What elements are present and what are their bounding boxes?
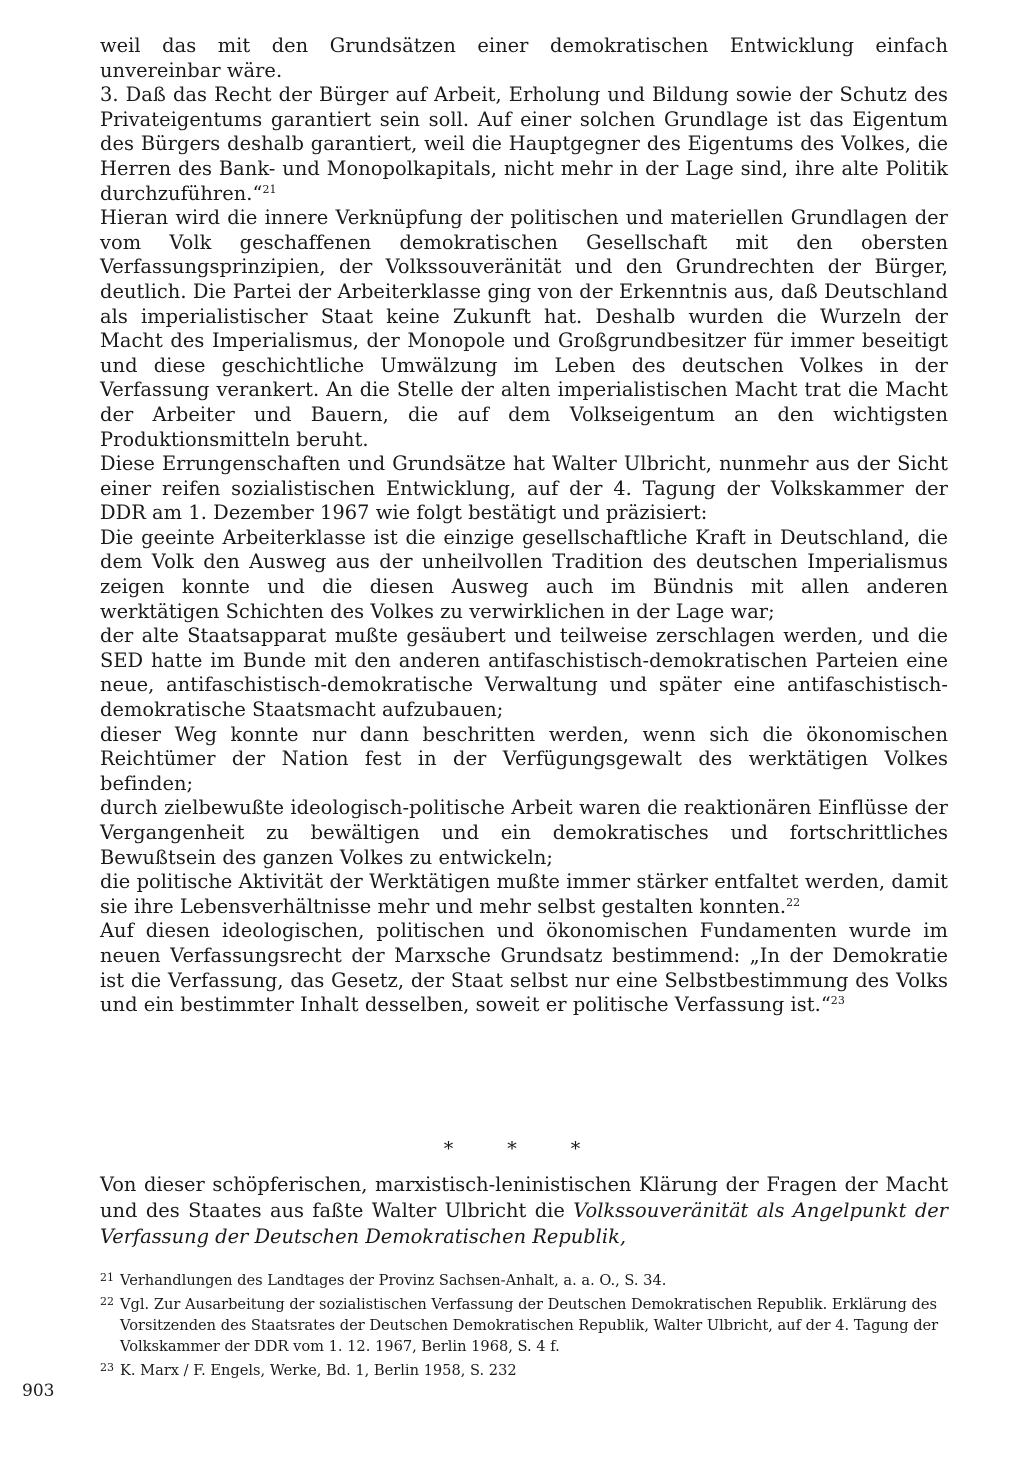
paragraph-point-3 [100, 83, 948, 206]
paragraph-marx-principle [100, 919, 948, 1017]
footnote-text: K. Marx / F. Engels, Werke, Bd. 1, Berlin 1958, S. 232 [120, 1362, 517, 1379]
paragraph-political-activity [100, 870, 948, 919]
paragraph-analysis [100, 206, 948, 452]
footnote-ref-23: 23 [830, 994, 845, 1008]
footnote-number: 22 [100, 1295, 114, 1308]
closing-text: Von dieser schöpferischen, marxistisch-leninistischen Klärung der Fragen der Macht und des Staates aus faßte Walter Ulbricht die [100, 1173, 948, 1222]
footnote-number: 21 [100, 1271, 114, 1284]
paragraph-working-class [100, 526, 948, 624]
footnote-number: 23 [100, 1361, 114, 1374]
footnote-21 [100, 1270, 948, 1291]
footnote-ref-22: 22 [786, 895, 801, 909]
body-text [100, 34, 948, 1018]
paragraph-text: durch zielbewußte ideologisch-politische Arbeit waren die reaktionären Einflüsse der Vergangenheit zu bewältigen und ein demokratisches und fortschrittliches Bewußtsein des ganzen Volkes zu entwickeln; [100, 796, 948, 869]
paragraph-continuation [100, 34, 948, 83]
closing-emphasis: Volkssouveränität als Angelpunkt der Verfassung der Deutschen Demokratischen Republik, [100, 1199, 948, 1248]
closing-paragraph [100, 1172, 948, 1250]
paragraph-text: die politische Aktivität der Werktätigen mußte immer stärker entfaltet werden, damit sie ihre Lebensverhältnisse mehr und mehr selbst gestalten konnten. [100, 870, 948, 918]
paragraph-text: Hieran wird die innere Verknüpfung der politischen und materiellen Grundlagen der vom Volk geschaffenen demokratischen Gesellschaft mit den obersten Verfassungsprinzipien, der Volkssouveränität und den Grundrechten der Bürger, deutlich. Die Partei der Arbeiterklasse ging von der Erkenntnis aus, daß Deutschland als imperialistischer Staat keine Zukunft hat. Deshalb wurden die Wurzeln der Macht des Imperialismus, der Monopole und Großgrundbesitzer für immer beseitigt und diese geschichtliche Umwälzung im Leben des deutschen Volkes in der Verfassung verankert. An die Stelle der alten imperialistischen Macht trat die Macht der Arbeiter und Bauern, die auf dem Volkseigentum an den wichtigsten Produktionsmitteln beruht. [100, 206, 948, 451]
footnote-ref-21: 21 [262, 182, 277, 196]
footnote-text: Vgl. Zur Ausarbeitung der sozialistischen Verfassung der Deutschen Demokratischen Republik. Erklärung des Vorsitzenden des Staatsrates der Deutschen Demokratischen Republik, Walter Ulbricht, auf der 4. Tagung der Volkskammer der DDR vom 1. 12. 1967, Berlin 1968, S. 4 f. [120, 1296, 939, 1355]
paragraph-ulbricht-intro [100, 452, 948, 526]
paragraph-text: der alte Staatsapparat mußte gesäubert und teilweise zerschlagen werden, und die SED hatte im Bunde mit den anderen antifaschistisch-demokratischen Parteien eine neue, antifaschistisch-demokratische Verwaltung und später eine antifaschistisch-demokratische Staatsmacht aufzubauen; [100, 624, 948, 722]
section-separator: * * * [443, 1138, 605, 1160]
footnotes [100, 1270, 948, 1384]
footnote-23 [100, 1360, 948, 1381]
paragraph-text: dieser Weg konnte nur dann beschritten werden, wenn sich die ökonomischen Reichtümer der Nation fest in der Verfügungsgewalt des werktätigen Volkes befinden; [100, 722, 948, 795]
footnote-22 [100, 1294, 948, 1357]
footnote-text: Verhandlungen des Landtages der Provinz Sachsen-Anhalt, a. a. O., S. 34. [120, 1272, 667, 1289]
paragraph-state-apparatus [100, 624, 948, 722]
page-number: 903 [22, 1381, 55, 1401]
paragraph-economic-wealth [100, 723, 948, 797]
paragraph-ideological-work [100, 796, 948, 870]
paragraph-text: 3. Daß das Recht der Bürger auf Arbeit, Erholung und Bildung sowie der Schutz des Privateigentums garantiert sein soll. Auf einer solchen Grundlage ist das Eigentum des Bürgers deshalb garantiert, weil die Hauptgegner des Eigentums des Volkes, die Herren des Bank- und Monopolkapitals, nicht mehr in der Lage sind, ihre alte Politik durchzuführen.“ [100, 83, 948, 205]
paragraph-text: Diese Errungenschaften und Grundsätze hat Walter Ulbricht, nunmehr aus der Sicht einer reifen sozialistischen Entwicklung, auf der 4. Tagung der Volkskammer der DDR am 1. Dezember 1967 wie folgt bestätigt und präzisiert: [100, 452, 948, 525]
paragraph-text: Die geeinte Arbeiterklasse ist die einzige gesellschaftliche Kraft in Deutschland, die dem Volk den Ausweg aus der unheilvollen Tradition des deutschen Imperialismus zeigen konnte und die diesen Ausweg auch im Bündnis mit allen anderen werktätigen Schichten des Volkes zu verwirklichen in der Lage war; [100, 525, 948, 623]
paragraph-text: weil das mit den Grundsätzen einer demokratischen Entwicklung einfach unvereinbar wäre. [100, 34, 948, 82]
paragraph-text: Auf diesen ideologischen, politischen und ökonomischen Fundamenten wurde im neuen Verfassungsrecht der Marxsche Grundsatz bestimmend: „In der Demokratie ist die Verfassung, das Gesetz, der Staat selbst nur eine Selbstbestimmung des Volks und ein bestimmter Inhalt desselben, soweit er politische Verfassung ist.“ [100, 919, 948, 1017]
